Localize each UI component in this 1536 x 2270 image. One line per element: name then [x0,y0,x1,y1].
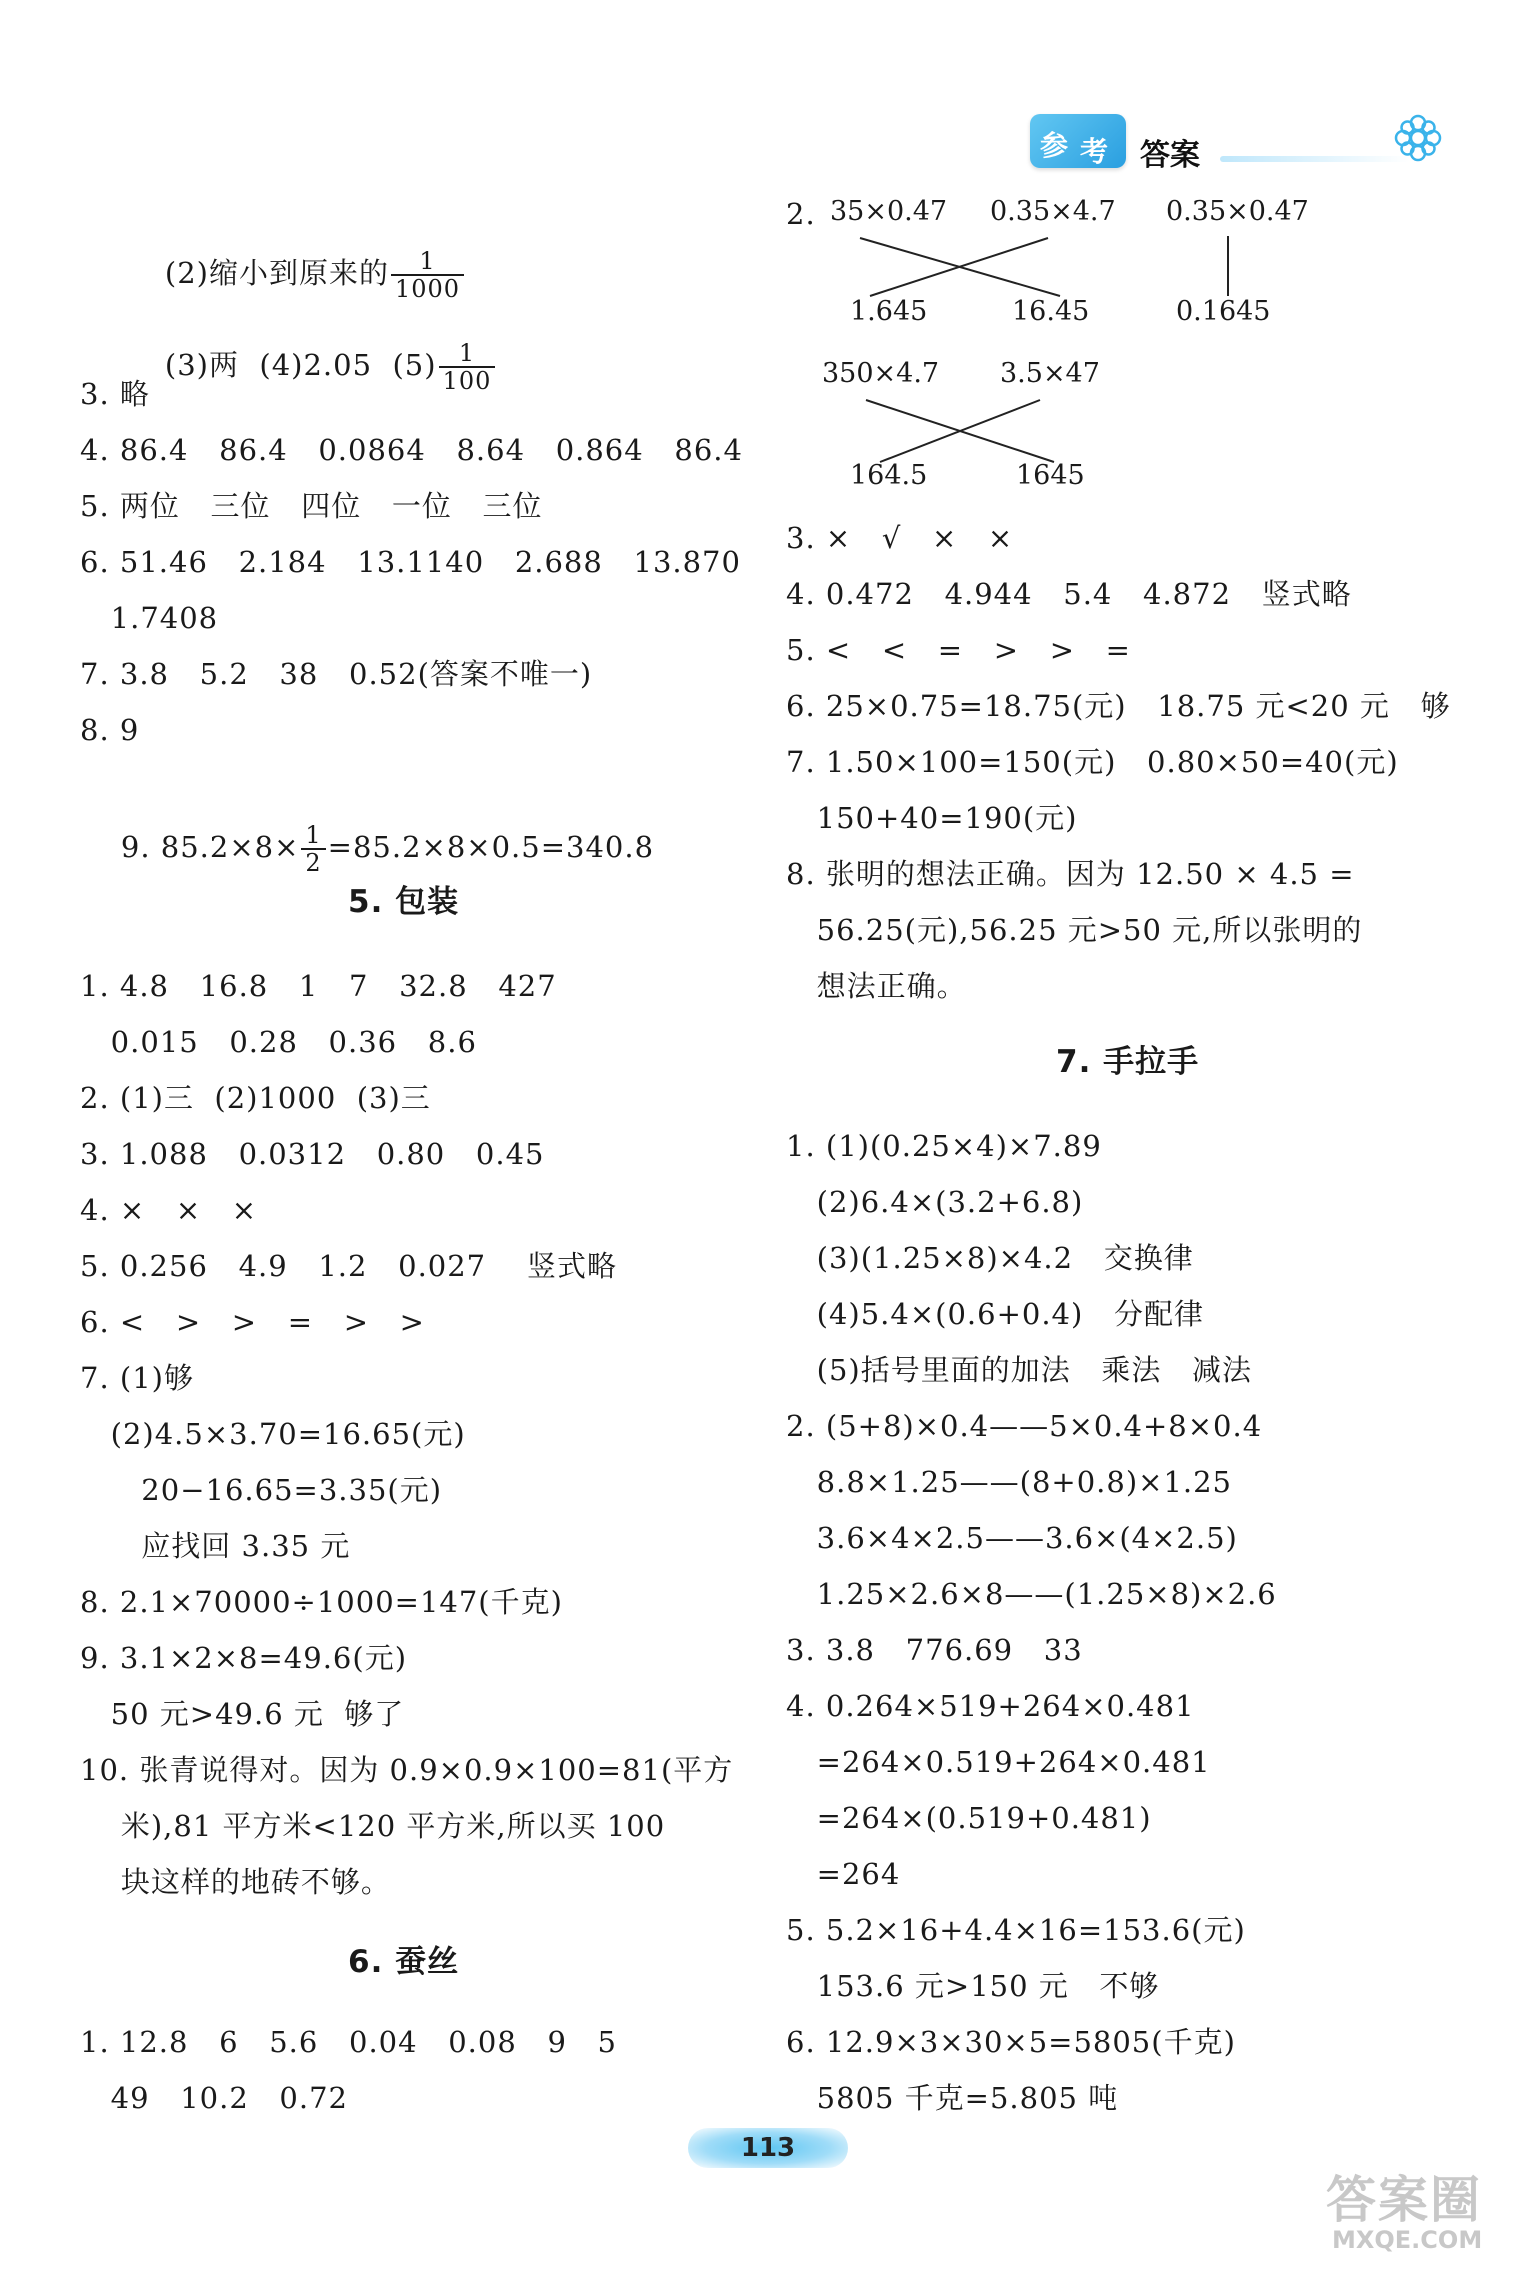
frac-den: 2 [305,849,322,877]
watermark [1318,2160,1528,2260]
s5-line: 7. (1)够 [80,1361,194,1395]
frac-num: 1 [301,822,325,850]
s5-line: 8. 2.1×70000÷1000=147(千克) [80,1585,563,1619]
watermark-url: MXQE.COM [1332,2226,1483,2254]
badge-char-1: 参 [1040,129,1069,162]
diag2-bottom-a: 164.5 [850,460,928,491]
left-q6-cont: 1.7408 [80,601,219,635]
s7-line: (2)6.4×(3.2+6.8) [786,1185,1084,1219]
s7-line: =264×(0.519+0.481) [786,1801,1152,1835]
right-line: 想法正确。 [786,969,967,1003]
left-line-2-2-text: (3)两 (4)2.05 (5) [164,348,437,382]
right-line: 7. 1.50×100=150(元) 0.80×50=40(元) [786,745,1399,779]
s5-line: 9. 3.1×2×8=49.6(元) [80,1641,408,1675]
diag1-bottom-c: 0.1645 [1176,296,1271,327]
frac-den: 1000 [394,275,461,303]
s5-line: 2. (1)三 (2)1000 (3)三 [80,1081,431,1115]
s5-line: 10. 张青说得对。因为 0.9×0.9×100=81(平方 [80,1753,734,1787]
watermark-logo-text: 答案圈 [1326,2171,1482,2229]
s7-line: 153.6 元>150 元 不够 [786,1969,1160,2003]
s7-line: 3.6×4×2.5——3.6×(4×2.5) [786,1521,1238,1555]
s7-line: (4)5.4×(0.6+0.4) 分配律 [786,1297,1204,1331]
diag2-bottom-b: 1645 [1016,460,1085,491]
left-q9-b: =85.2×8×0.5=340.8 [327,830,655,864]
s7-line: 1. (1)(0.25×4)×7.89 [786,1129,1102,1163]
left-q3: 3. 略 [80,377,150,411]
s7-line: 4. 0.264×519+264×0.481 [786,1689,1195,1723]
badge-word: 答案 [1140,138,1200,173]
s7-line: 5. 5.2×16+4.4×16=153.6(元) [786,1913,1246,1947]
left-q8: 8. 9 [80,713,140,747]
s5-line: (2)4.5×3.70=16.65(元) [80,1417,466,1451]
right-line: 150+40=190(元) [786,801,1078,835]
s5-line: 应找回 3.35 元 [80,1529,351,1563]
left-q5: 5. 两位 三位 四位 一位 三位 [80,489,543,523]
s5-line: 米),81 平方米<120 平方米,所以买 100 [80,1809,666,1843]
left-q4: 4. 86.4 86.4 0.0864 8.64 0.864 86.4 [80,433,743,467]
s5-line: 0.015 0.28 0.36 8.6 [80,1025,477,1059]
frac-num: 1 [391,248,464,276]
diag1-bottom-a: 1.645 [850,296,928,327]
s5-line: 50 元>49.6 元 够了 [80,1697,405,1731]
s7-line: =264×0.519+264×0.481 [786,1745,1211,1779]
s5-line: 5. 0.256 4.9 1.2 0.027 竖式略 [80,1249,618,1283]
frac-num: 1 [439,340,496,368]
diag1-top-c: 0.35×0.47 [1166,196,1309,227]
left-q6: 6. 51.46 2.184 13.1140 2.688 13.870 [80,545,741,579]
right-line: 56.25(元),56.25 元>50 元,所以张明的 [786,913,1363,947]
diag1-top-a: 35×0.47 [830,196,948,227]
match-line-2 [870,238,1048,296]
diag1-bottom-b: 16.45 [1012,296,1090,327]
s5-line: 6. < > > = > > [80,1305,425,1339]
s7-line: (5)括号里面的加法 乘法 减法 [786,1353,1253,1387]
s5-line: 1. 4.8 16.8 1 7 32.8 427 [80,969,557,1003]
s5-line: 20−16.65=3.35(元) [80,1473,443,1507]
right-line: 6. 25×0.75=18.75(元) 18.75 元<20 元 够 [786,689,1451,723]
badge-char-2: 考 [1080,135,1109,168]
s7-line: 8.8×1.25——(8+0.8)×1.25 [786,1465,1233,1499]
diag2-top-a: 350×4.7 [822,358,940,389]
frac-den: 100 [442,367,492,395]
right-line: 8. 张明的想法正确。因为 12.50 × 4.5 = [786,857,1355,891]
s7-line: 5805 千克=5.805 吨 [786,2081,1119,2115]
s6-line: 49 10.2 0.72 [80,2081,349,2115]
right-line: 4. 0.472 4.944 5.4 4.872 竖式略 [786,577,1352,611]
s5-line: 3. 1.088 0.0312 0.80 0.45 [80,1137,545,1171]
diag2-top-b: 3.5×47 [1000,358,1100,389]
section-heading-7: 7. 手拉手 [1056,1044,1200,1080]
s5-line: 块这样的地砖不够。 [80,1865,391,1899]
right-q2-label: 2. [786,197,816,231]
s7-line: 6. 12.9×3×30×5=5805(千克) [786,2025,1236,2059]
left-q9-a: 9. 85.2×8× [120,830,300,864]
s7-line: 1.25×2.6×8——(1.25×8)×2.6 [786,1577,1277,1611]
s5-line: 4. × × × [80,1193,258,1227]
s7-line: =264 [786,1857,901,1891]
left-line-2-1-text: (2)缩小到原来的 [164,256,389,290]
s7-line: (3)(1.25×8)×4.2 交换律 [786,1241,1194,1275]
s7-line: 3. 3.8 776.69 33 [786,1633,1083,1667]
right-line: 3. × √ × × [786,521,1014,555]
s6-line: 1. 12.8 6 5.6 0.04 0.08 9 5 [80,2025,617,2059]
page-number: 113 [688,2128,848,2168]
s7-line: 2. (5+8)×0.4——5×0.4+8×0.4 [786,1409,1263,1443]
section-heading-6: 6. 蚕丝 [348,1944,460,1980]
right-line: 5. < < = > > = [786,633,1131,667]
section-heading-5: 5. 包装 [348,884,460,920]
diag1-top-b: 0.35×4.7 [990,196,1116,227]
match-line-5 [880,400,1040,462]
left-q7: 7. 3.8 5.2 38 0.52(答案不唯一) [80,657,593,691]
